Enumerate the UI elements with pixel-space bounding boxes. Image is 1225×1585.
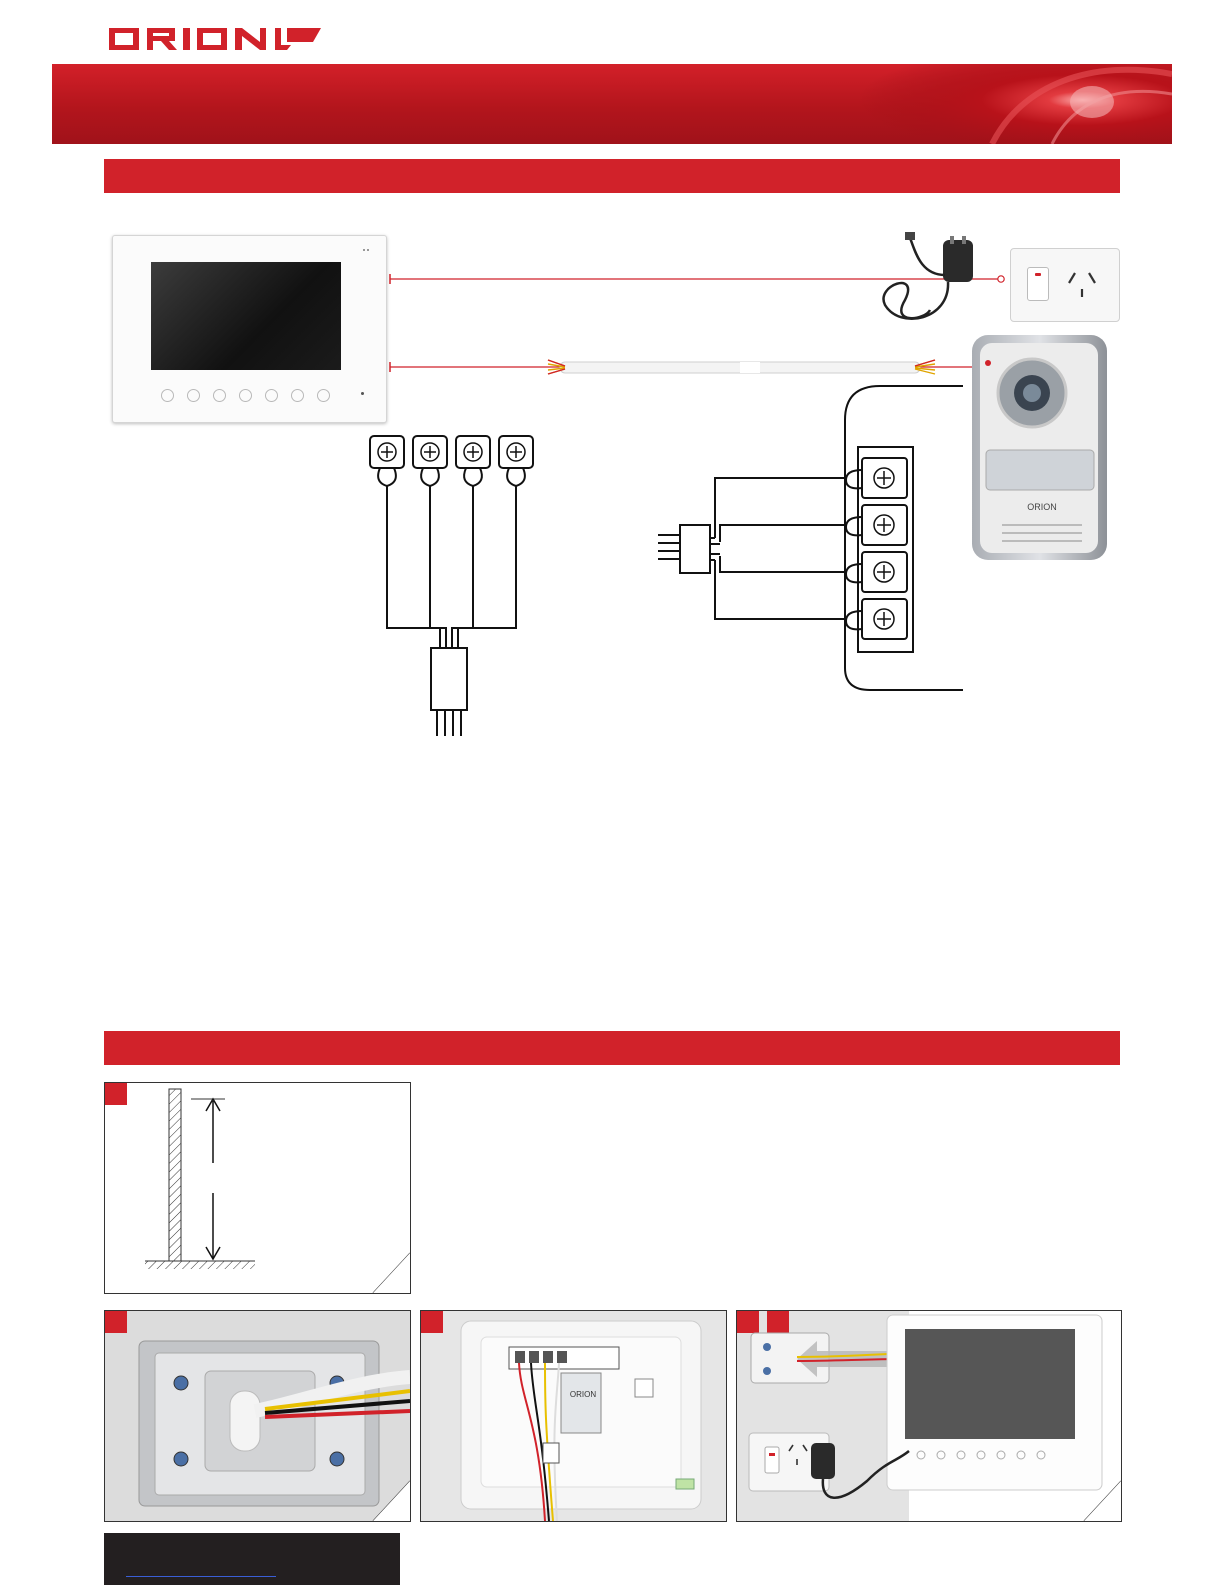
mount-and-power-photo (737, 1311, 1121, 1521)
door-station (972, 335, 1122, 565)
wall-height-diagram (105, 1083, 410, 1293)
intercom-cable (548, 360, 935, 374)
power-adapter-icon (884, 232, 973, 319)
door-station-logo-text: ORION (1027, 502, 1057, 512)
header-banner (52, 64, 1172, 144)
outlet-switch (1027, 267, 1049, 301)
footer-link-underline[interactable] (126, 1576, 276, 1577)
svg-text:ORION: ORION (569, 1390, 597, 1399)
monitor-terminal-block (370, 436, 533, 736)
step-panel-bracket (104, 1310, 411, 1522)
door-terminal-block (658, 386, 963, 690)
section-title-bar (104, 1031, 1120, 1065)
orion-logo (107, 24, 327, 54)
monitor-back-photo (421, 1311, 726, 1521)
mounting-bracket-photo (105, 1311, 410, 1521)
section-title-bar (104, 159, 1120, 193)
banner-swirl-graphic (852, 64, 1172, 144)
step-panel-mounting-height (104, 1082, 411, 1294)
footer-contact-box (104, 1533, 400, 1585)
socket-icon (1061, 265, 1101, 301)
step-panel-wiring (420, 1310, 727, 1522)
power-outlet (1010, 248, 1120, 322)
step-panel-mount-power (736, 1310, 1122, 1522)
